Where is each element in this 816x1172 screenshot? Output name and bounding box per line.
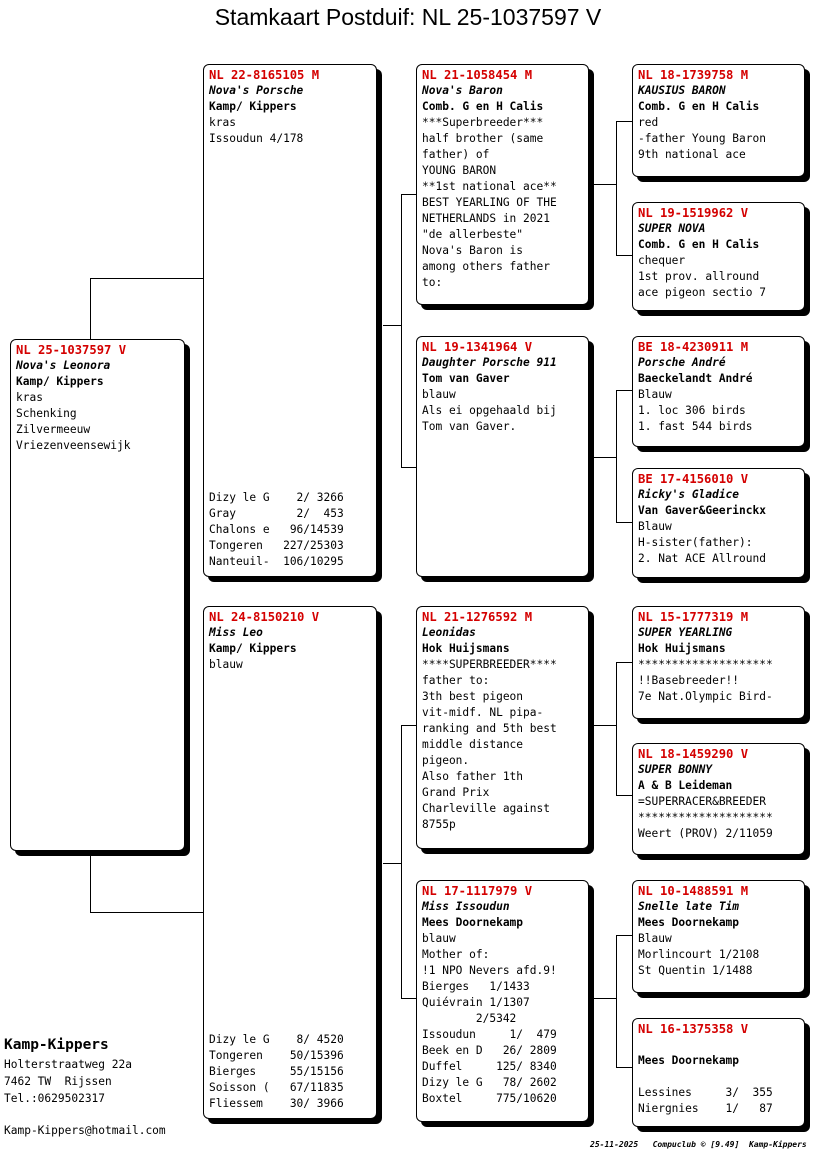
ring-number: NL 19-1341964 V xyxy=(422,340,533,354)
granddam-paternal-card xyxy=(416,336,589,577)
info-line: kras xyxy=(209,116,236,129)
result-line: Tongeren 50/15396 xyxy=(209,1049,344,1062)
info-line: ******************** xyxy=(638,811,773,824)
result-line: Soisson ( 67/11835 xyxy=(209,1081,344,1094)
pigeon-name: Nova's Baron xyxy=(422,84,503,97)
ring-number: NL 10-1488591 M xyxy=(638,884,749,898)
info-line: Zilvermeeuw xyxy=(16,423,91,436)
pigeon-owner: Hok Huijsmans xyxy=(638,642,726,655)
info-line: Dizy le G 78/ 2602 xyxy=(422,1076,557,1089)
great-grandparent-card xyxy=(632,64,805,177)
result-line: Tongeren 227/25303 xyxy=(209,539,344,552)
pigeon-name: Miss Issoudun xyxy=(422,900,510,913)
ring-number: NL 15-1777319 M xyxy=(638,610,749,624)
info-line: Schenking xyxy=(16,407,77,420)
info-line: red xyxy=(638,116,659,129)
info-line: Lessines 3/ 355 xyxy=(638,1086,773,1099)
great-grandparent-card xyxy=(632,336,805,447)
info-line: Boxtel 775/10620 xyxy=(422,1092,557,1105)
pigeon-name: Leonidas xyxy=(422,626,476,639)
connector xyxy=(90,912,204,913)
connector xyxy=(616,390,633,391)
info-line: Vriezenveensewijk xyxy=(16,439,131,452)
ring-number: NL 22-8165105 M xyxy=(209,68,320,82)
pigeon-owner: Comb. G en H Calis xyxy=(638,100,760,113)
info-line: Niergnies 1/ 87 xyxy=(638,1102,773,1115)
connector xyxy=(616,662,617,796)
pigeon-name xyxy=(638,1037,799,1053)
info-line: kras xyxy=(16,391,43,404)
info-line: Mother of: xyxy=(422,948,490,961)
info-line: pigeon. xyxy=(422,754,470,767)
ring-number: NL 21-1058454 M xyxy=(422,68,533,82)
great-grandparent-card xyxy=(632,1018,805,1127)
info-line: Morlincourt 1/2108 xyxy=(638,948,760,961)
info-line: -father Young Baron xyxy=(638,132,766,145)
info-line: ace pigeon sectio 7 xyxy=(638,286,766,299)
pigeon-name: Nova's Leonora xyxy=(16,359,111,372)
info-line: Als ei opgehaald bij xyxy=(422,404,557,417)
info-line: ****SUPERBREEDER**** xyxy=(422,658,557,671)
info-line: chequer xyxy=(638,254,686,267)
pigeon-name: Nova's Porsche xyxy=(209,84,304,97)
connector xyxy=(616,121,633,122)
info-line: 8755p xyxy=(422,818,456,831)
result-line: Gray 2/ 453 xyxy=(209,507,344,520)
pigeon-owner: Tom van Gaver xyxy=(422,372,510,385)
info-line: Quiévrain 1/1307 xyxy=(422,996,530,1009)
info-line: vit-midf. NL pipa- xyxy=(422,706,544,719)
grandsire-paternal-card xyxy=(416,64,589,305)
pigeon-name: Ricky's Gladice xyxy=(638,488,740,501)
pigeon-owner: Mees Doornekamp xyxy=(638,916,740,929)
info-line: Blauw xyxy=(638,932,672,945)
info-line: !!Basebreeder!! xyxy=(638,674,740,687)
info-line: 2/5342 xyxy=(422,1012,517,1025)
race-results xyxy=(209,1032,344,1112)
info-line: Duffel 125/ 8340 xyxy=(422,1060,557,1073)
info-line: Nova's Baron is xyxy=(422,244,524,257)
info-line: Beek en D 26/ 2809 xyxy=(422,1044,557,1057)
connector xyxy=(616,255,633,256)
result-line: Dizy le G 2/ 3266 xyxy=(209,491,344,504)
pigeon-owner: Mees Doornekamp xyxy=(422,916,524,929)
info-line: 1. loc 306 birds xyxy=(638,404,746,417)
pigeon-owner: Kamp/ Kippers xyxy=(16,375,104,388)
result-line: Fliessem 30/ 3966 xyxy=(209,1097,344,1110)
race-results xyxy=(209,490,344,570)
info-line: YOUNG BARON xyxy=(422,164,497,177)
connector xyxy=(401,467,417,468)
pigeon-name: Daughter Porsche 911 xyxy=(422,356,557,369)
pigeon-owner: Mees Doornekamp xyxy=(638,1054,740,1067)
info-line: blauw xyxy=(422,388,456,401)
info-line: ******************** xyxy=(638,658,773,671)
subject-card xyxy=(10,339,185,851)
connector xyxy=(616,662,633,663)
connector xyxy=(383,863,401,864)
info-line: !1 NPO Nevers afd.9! xyxy=(422,964,557,977)
pigeon-owner: Comb. G en H Calis xyxy=(422,100,544,113)
connector xyxy=(616,1067,633,1068)
connector xyxy=(90,278,91,340)
pigeon-name: SUPER NOVA xyxy=(638,222,706,235)
connector xyxy=(401,725,417,726)
granddam-maternal-card xyxy=(416,880,589,1122)
great-grandparent-card xyxy=(632,743,805,855)
info-line: Grand Prix xyxy=(422,786,490,799)
info-line: **1st national ace** xyxy=(422,180,557,193)
breeder-name: Kamp-Kippers xyxy=(4,1037,109,1053)
info-line: 1st prov. allround xyxy=(638,270,760,283)
ring-number: NL 25-1037597 V xyxy=(16,343,127,357)
info-line: Issoudun 1/ 479 xyxy=(422,1028,557,1041)
connector xyxy=(90,856,91,913)
info-line: 9th national ace xyxy=(638,148,746,161)
great-grandparent-card xyxy=(632,202,805,311)
info-line: Charleville against xyxy=(422,802,550,815)
connector xyxy=(616,390,617,523)
info-line: Weert (PROV) 2/11059 xyxy=(638,827,773,840)
ring-number: NL 19-1519962 V xyxy=(638,206,749,220)
info-line: ranking and 5th best xyxy=(422,722,557,735)
result-line: Chalons e 96/14539 xyxy=(209,523,344,536)
info-line: Issoudun 4/178 xyxy=(209,132,304,145)
pigeon-name: KAUSIUS BARON xyxy=(638,84,726,97)
connector xyxy=(90,278,204,279)
footer-credit: 25-11-2025 Compuclub © [9.49] Kamp-Kippers xyxy=(590,1140,807,1149)
result-line: Nanteuil- 106/10295 xyxy=(209,555,344,568)
info-line: blauw xyxy=(209,658,243,671)
great-grandparent-card xyxy=(632,880,805,993)
connector xyxy=(616,795,633,796)
pigeon-name: SUPER YEARLING xyxy=(638,626,733,639)
connector xyxy=(594,184,616,185)
ring-number: BE 17-4156010 V xyxy=(638,472,749,486)
breeder-city: 7462 TW Rijssen xyxy=(4,1075,112,1088)
pigeon-owner: Kamp/ Kippers xyxy=(209,642,297,655)
info-line xyxy=(638,1069,799,1085)
info-line: Blauw xyxy=(638,388,672,401)
info-line: half brother (same xyxy=(422,132,544,145)
info-line: St Quentin 1/1488 xyxy=(638,964,753,977)
ring-number: NL 17-1117979 V xyxy=(422,884,533,898)
dam-card xyxy=(203,606,377,1119)
info-line: Blauw xyxy=(638,520,672,533)
connector xyxy=(616,935,617,1068)
connector xyxy=(616,522,633,523)
pigeon-owner: A & B Leideman xyxy=(638,779,733,792)
breeder-phone: Tel.:0629502317 xyxy=(4,1092,106,1105)
pigeon-name: Porsche André xyxy=(638,356,726,369)
connector xyxy=(616,935,633,936)
info-line: =SUPERRACER&BREEDER xyxy=(638,795,766,808)
pigeon-name: Snelle late Tim xyxy=(638,900,740,913)
connector xyxy=(401,998,417,999)
info-line: Also father 1th xyxy=(422,770,524,783)
result-line: Bierges 55/15156 xyxy=(209,1065,344,1078)
pigeon-owner: Comb. G en H Calis xyxy=(638,238,760,251)
breeder-info xyxy=(4,1034,132,1107)
info-line: ***Superbreeder*** xyxy=(422,116,544,129)
info-line: Tom van Gaver. xyxy=(422,420,517,433)
info-line: H-sister(father): xyxy=(638,536,753,549)
ring-number: BE 18-4230911 M xyxy=(638,340,749,354)
sire-card xyxy=(203,64,377,577)
connector xyxy=(594,725,616,726)
ring-number: NL 18-1459290 V xyxy=(638,747,749,761)
connector xyxy=(401,725,402,999)
info-line: 2. Nat ACE Allround xyxy=(638,552,766,565)
great-grandparent-card xyxy=(632,468,805,578)
info-line: 3th best pigeon xyxy=(422,690,524,703)
breeder-email: Kamp-Kippers@hotmail.com xyxy=(4,1124,166,1137)
ring-number: NL 24-8150210 V xyxy=(209,610,320,624)
info-line: blauw xyxy=(422,932,456,945)
pigeon-owner: Hok Huijsmans xyxy=(422,642,510,655)
info-line: 7e Nat.Olympic Bird- xyxy=(638,690,773,703)
connector xyxy=(616,121,617,256)
info-line: NETHERLANDS in 2021 xyxy=(422,212,550,225)
info-line: "de allerbeste" xyxy=(422,228,524,241)
info-line: BEST YEARLING OF THE xyxy=(422,196,557,209)
pigeon-owner: Van Gaver&Geerinckx xyxy=(638,504,766,517)
grandsire-maternal-card xyxy=(416,606,589,849)
info-line: Bierges 1/1433 xyxy=(422,980,530,993)
info-line: to: xyxy=(422,276,443,289)
breeder-address: Holterstraatweg 22a xyxy=(4,1058,132,1071)
ring-number: NL 21-1276592 M xyxy=(422,610,533,624)
info-line: father) of xyxy=(422,148,490,161)
info-line: middle distance xyxy=(422,738,524,751)
page-title: Stamkaart Postduif: NL 25-1037597 V xyxy=(214,4,602,30)
pigeon-name: SUPER BONNY xyxy=(638,763,713,776)
pigeon-owner: Baeckelandt André xyxy=(638,372,753,385)
connector xyxy=(383,325,401,326)
connector xyxy=(401,194,417,195)
result-line: Dizy le G 8/ 4520 xyxy=(209,1033,344,1046)
great-grandparent-card xyxy=(632,606,805,719)
connector xyxy=(594,457,616,458)
ring-number: NL 18-1739758 M xyxy=(638,68,749,82)
info-line: father to: xyxy=(422,674,490,687)
pigeon-name: Miss Leo xyxy=(209,626,263,639)
info-line: among others father xyxy=(422,260,550,273)
connector xyxy=(401,194,402,468)
ring-number: NL 16-1375358 V xyxy=(638,1022,749,1036)
pigeon-owner: Kamp/ Kippers xyxy=(209,100,297,113)
info-line: 1. fast 544 birds xyxy=(638,420,753,433)
connector xyxy=(594,998,616,999)
